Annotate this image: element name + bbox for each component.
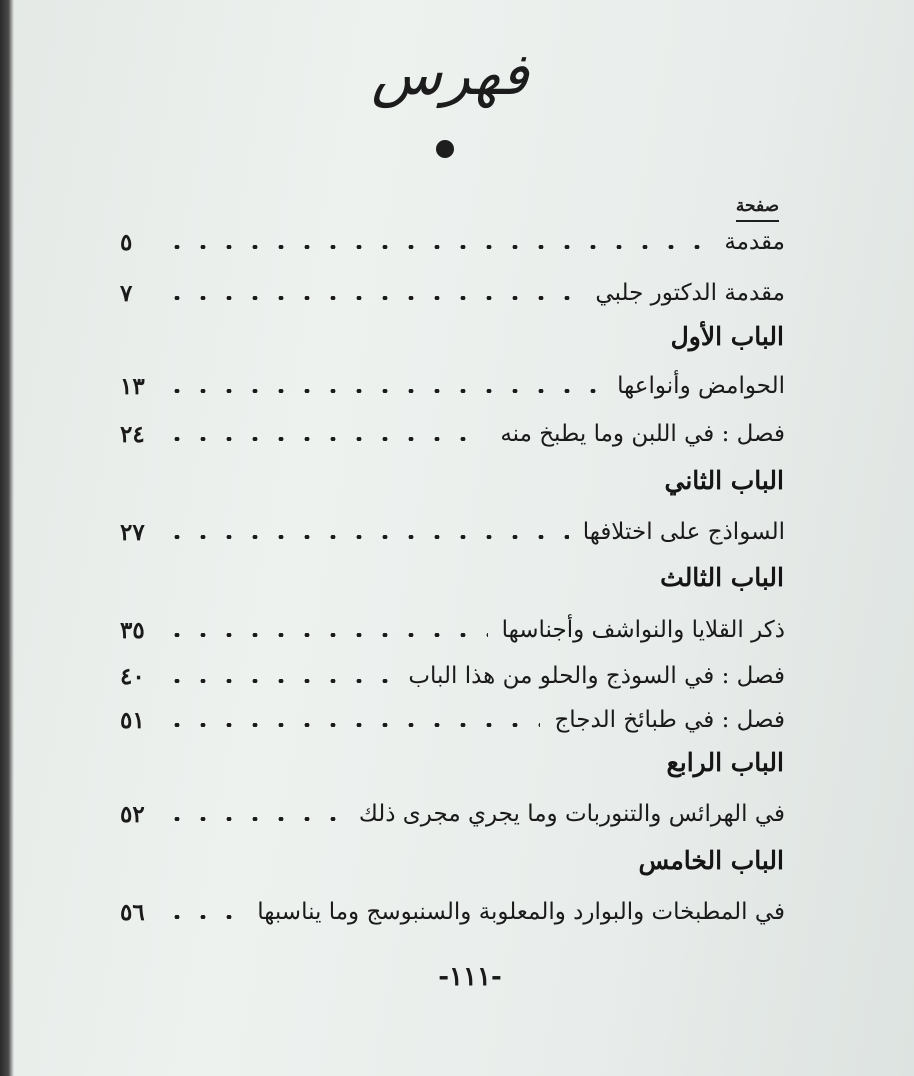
toc-entry-title: ذكر القلايا والنواشف وأجناسها	[501, 617, 785, 643]
chapter-heading: الباب الرابع	[666, 748, 784, 777]
toc-entry	[120, 366, 785, 406]
toc-entry	[120, 512, 785, 552]
toc-entry	[120, 892, 785, 932]
toc-entry-page: ٢٤	[120, 420, 145, 448]
toc-entry	[120, 700, 785, 740]
toc-entry	[120, 610, 785, 650]
dot-leader	[164, 437, 486, 441]
toc-entry-title: في المطبخات والبوارد والمعلوبة والسنبوسج وما يناسبها	[257, 899, 785, 925]
toc-entry-page: ٤٠	[120, 662, 145, 690]
dot-leader	[164, 679, 394, 683]
toc-entry-title: فصل : في طبائخ الدجاج	[554, 707, 785, 733]
toc-entry-title: فصل : في اللبن وما يطبخ منه	[500, 421, 785, 447]
dot-leader	[164, 633, 488, 637]
toc-entry-page: ١٣	[120, 372, 145, 400]
toc-entry	[120, 414, 785, 454]
toc-entry-title: فصل : في السوذج والحلو من هذا الباب	[408, 663, 785, 689]
toc-entry-title: السواذج على اختلافها	[582, 519, 785, 545]
page-column-header: صفحة	[736, 196, 779, 222]
toc-entry-title: مقدمة	[724, 229, 785, 255]
chapter-heading: الباب الثالث	[660, 563, 784, 592]
toc-entry-page: ٥٢	[120, 800, 145, 828]
dot-leader	[164, 535, 569, 539]
toc-entry-page: ٥٦	[120, 898, 145, 926]
toc-entry	[120, 222, 785, 262]
page-number: -١١١-	[438, 962, 502, 992]
page-title: فهرس	[371, 40, 529, 108]
toc-entry-page: ٢٧	[120, 518, 145, 546]
toc-entry-page: ٥	[120, 228, 133, 256]
toc-entry-page: ٣٥	[120, 616, 145, 644]
chapter-heading: الباب الأول	[670, 322, 784, 351]
toc-entry-title: في الهرائس والتنوربات وما يجري مجرى ذلك	[358, 801, 785, 827]
toc-entry-page: ٧	[120, 279, 133, 307]
toc-entry-title: مقدمة الدكتور جلبي	[595, 280, 785, 306]
toc-entry	[120, 656, 785, 696]
dot-leader	[164, 245, 710, 249]
toc-entry-page: ٥١	[120, 706, 145, 734]
toc-entry	[120, 794, 785, 834]
chapter-heading: الباب الخامس	[638, 846, 784, 875]
dot-leader	[164, 296, 581, 300]
dot-leader	[164, 723, 540, 727]
toc-entry-title: الحوامض وأنواعها	[617, 373, 785, 399]
dot-leader	[164, 389, 603, 393]
dot-leader	[164, 817, 345, 821]
toc-entry	[120, 273, 785, 313]
dot-leader	[164, 915, 243, 919]
chapter-heading: الباب الثاني	[664, 466, 784, 495]
